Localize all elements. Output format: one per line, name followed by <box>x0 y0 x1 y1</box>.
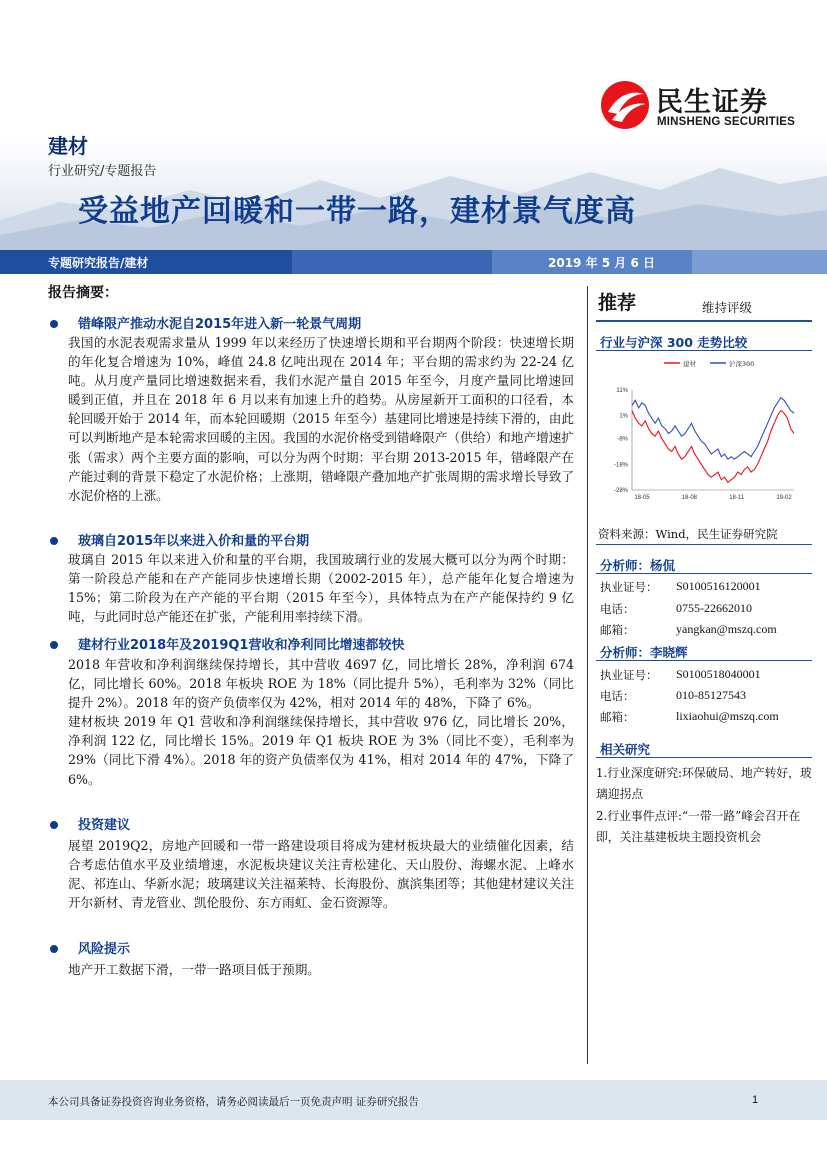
y-tick-label: 11% <box>616 388 628 394</box>
chart-source: 资料来源：Wind，民生证券研究院 <box>598 527 778 541</box>
rating-main: 推荐 <box>598 292 637 314</box>
analyst-1-email[interactable]: yangkan@mszq.com <box>676 622 777 636</box>
section-body-investment: 展望 2019Q2，房地产回暖和一带一路建设项目将成为建材板块最大的业绩催化因素，结合考虑估值水平及业绩增速，水泥板块建议关注青松建化、天山股份、海螺水泥、上峰水泥、祁连山、华新水泥；玻璃建议关注福莱特、长海股份、旗滨集团等；其他建材建议关注开尔新材、青龙管业、凯伦股份、东方雨虹、金石资源等。 <box>68 838 574 911</box>
bullet-icon <box>50 821 58 829</box>
y-tick-label: -18% <box>613 462 628 469</box>
section-bar <box>0 250 827 274</box>
header-band <box>0 0 827 250</box>
section-body-risk: 地产开工数据下滑，一带一路项目低于预期。 <box>68 962 320 977</box>
y-tick-label: 1% <box>619 413 628 420</box>
analyst-2-license-label: 执业证号： <box>600 668 658 682</box>
section-body-financials: 2018 年营收和净利润继续保持增长，其中营收 4697 亿，同比增长 28%，净利润 674 亿，同比增长 60%。2018 年板块 ROE 为 18%（同比提升 5%），毛利率为 32%（同比提升 2%）。2018 年的资产负债率仅为 42%，相对 2014 年的 48%，下降了 6%。 建材板块 2019 年 Q1 营收和净利润继续保持增长，其中营收 976 亿，同比增长 20%，净利润 122 亿，同比增长 15%。2019 年 Q1 板块 ROE 为 3%（同比不变），毛利率为 29%（同比下滑 4%）。2018 年的资产负债率仅为 41%，相对 2014 年的 47%，下降了 6%。 <box>68 657 574 787</box>
bar-segment <box>692 250 827 274</box>
performance-chart <box>598 352 810 517</box>
x-tick-label: 18-08 <box>681 495 698 501</box>
x-tick-label: 19-02 <box>776 495 792 501</box>
analyst-2-license: S0100518040001 <box>676 667 761 681</box>
chart-legend <box>664 359 754 368</box>
analyst-2-phone: 010-85127543 <box>676 688 746 702</box>
series-line-hs300 <box>632 398 794 460</box>
summary-heading: 报告摘要： <box>48 285 118 301</box>
analyst-2-email-label: 邮箱： <box>600 710 635 724</box>
chart-heading: 行业与沪深 300 走势比较 <box>600 335 748 350</box>
section-body-cement: 我国的水泥表观需求量从 1999 年以来经历了快速增长期和平台期两个阶段：快速增长期的年化复合增速为 10%，峰值 24.8 亿吨出现在 2014 年；平台期的需求约为 22-24 亿吨。从月度产量同比增速数据来看，我们水泥产量自 2015 年至今，月度产量同比增速回暖到正值，并且在 2018 年 6 月以来有加速上升的趋势。从房屋新开工面积的口径看，本轮回暖开始于 2014 年，而本轮回暖期（2015 年至今）基建同比增速是持续下滑的，由此可以判断地产是本轮需求回暖的主因。我国的水泥价格受到错峰限产（供给）和地产增速扩张（需求）两个主要方面的影响，可以分为两个时期：平台期 2013-2015 年，错峰限产在产能过剩的背景下稳定了水泥价格；上涨期，错峰限产叠加地产扩张周期的需求增长导致了水泥价格的上涨。 <box>68 335 574 503</box>
column-divider <box>587 286 588 1064</box>
report-type: 行业研究/专题报告 <box>48 164 157 179</box>
bullet-icon <box>50 641 58 649</box>
legend-label-hs300: 沪深300 <box>729 360 755 368</box>
section-title-text: 建材行业2018年及2019Q1营收和净利同比增速都较快 <box>78 638 405 653</box>
y-axis <box>614 388 629 494</box>
brand-logo <box>600 78 800 134</box>
section-title-investment <box>50 814 130 833</box>
related-rule <box>596 757 812 758</box>
logo-chinese-name: 民生证券 <box>656 87 768 118</box>
analyst-rule-2 <box>596 660 812 661</box>
source-rule <box>596 544 812 545</box>
analyst-1-license: S0100516120001 <box>676 579 761 593</box>
analyst-2-email[interactable]: lixiaohui@mszq.com <box>676 709 779 723</box>
section-title-risk <box>50 938 130 957</box>
page-number: 1 <box>752 1094 759 1106</box>
analyst-1-email-label: 邮箱： <box>600 623 635 637</box>
analyst-rule-1 <box>596 573 812 574</box>
bar-segment <box>292 250 492 274</box>
section-title-financials <box>50 634 404 653</box>
minsheng-logo-icon <box>600 80 650 130</box>
x-axis <box>634 495 792 501</box>
analyst-1-phone: 0755-22662010 <box>676 601 752 615</box>
industry-name: 建材 <box>48 134 88 158</box>
footer-disclaimer: 本公司具备证券投资咨询业务资格，请务必阅读最后一页免责声明 证券研究报告 <box>48 1096 419 1108</box>
analyst-1-phone-label: 电话： <box>600 602 635 616</box>
related-item-2[interactable]: 2.行业事件点评:“一带一路”峰会召开在即，关注基建板块主题投资机会 <box>596 809 801 844</box>
y-tick-label: -28% <box>613 488 628 494</box>
section-body-glass: 玻璃自 2015 年以来进入价和量的平台期，我国玻璃行业的发展大概可以分为两个时期：第一阶段总产能和在产产能同步快速增长期（2002-2015 年），总产能年化复合增速为 15%；第二阶段为在产产能的平台期（2015 年至今），具体特点为在产产能保持约 9 亿吨，与此同时总产能还在扩张，产能利用率持续下滑。 <box>68 552 574 625</box>
x-tick-label: 18-05 <box>634 495 650 501</box>
page-title: 受益地产回暖和一带一路，建材景气度高 <box>78 194 636 229</box>
rating-divider <box>596 320 812 322</box>
bullet-icon <box>50 945 58 953</box>
section-title-text: 玻璃自2015年以来进入价和量的平台期 <box>78 534 310 549</box>
section-title-text: 投资建议 <box>78 818 131 833</box>
performance-chart-svg <box>598 352 810 517</box>
report-category: 专题研究报告/建材 <box>48 256 149 270</box>
logo-english-name: MINSHENG SECURITIES <box>657 116 795 128</box>
related-item-1[interactable]: 1.行业深度研究:环保破局、地产转好，玻璃迎拐点 <box>596 766 812 801</box>
x-tick-label: 18-11 <box>729 495 745 501</box>
analyst-1-license-label: 执业证号： <box>600 580 658 594</box>
analyst-heading-2: 分析师：李晓辉 <box>600 645 688 660</box>
section-title-text: 风险提示 <box>78 942 131 957</box>
bullet-icon <box>50 537 58 545</box>
analyst-heading-1: 分析师：杨侃 <box>600 558 676 573</box>
legend-label-industry: 建材 <box>683 360 696 368</box>
section-title-glass <box>50 530 309 549</box>
section-title-text: 错峰限产推动水泥自2015年进入新一轮景气周期 <box>78 317 362 332</box>
related-heading: 相关研究 <box>600 742 651 757</box>
chart-heading-rule <box>596 350 812 351</box>
section-title-cement <box>50 313 361 332</box>
report-date: 2019 年 5 月 6 日 <box>548 256 655 270</box>
rating-sub: 维持评级 <box>702 300 753 315</box>
bullet-icon <box>50 320 58 328</box>
y-tick-label: -8% <box>617 436 628 443</box>
rating-box <box>598 288 810 316</box>
analyst-2-phone-label: 电话： <box>600 689 635 703</box>
